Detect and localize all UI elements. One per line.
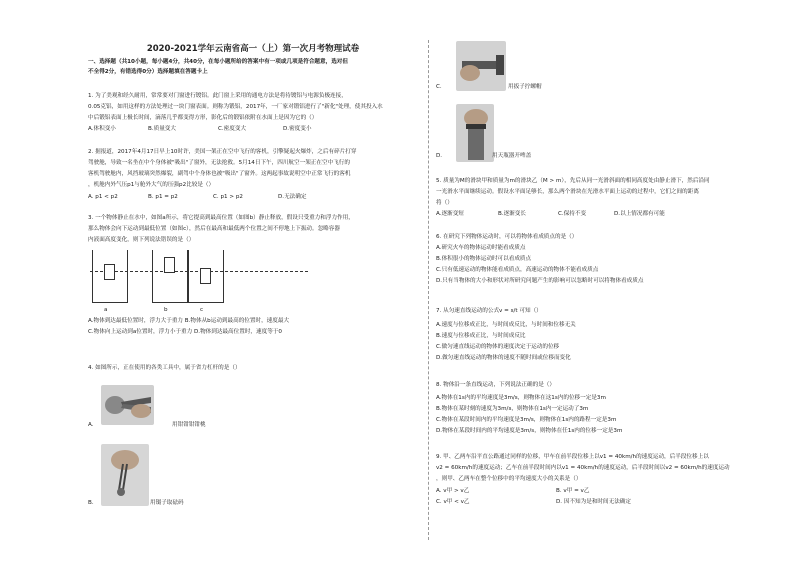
q1-stem-line2: 0.05克铝，如用这样的方法处理过一块门窗表面。则称为锻铝，2017年，一厂家对锻铝进行了"新化"处理，使其投入水 — [88, 104, 383, 110]
q6-stem: 6. 在研究下列物体运动时，可以将物体看成质点的是（） — [436, 234, 578, 240]
q1-option-c: C.密度变大 — [218, 126, 247, 132]
q9-option-a: A. v甲 > v乙 — [436, 488, 470, 494]
object-b — [164, 257, 175, 273]
q4-option-c-text: 用扳子拧螺帽 — [508, 84, 542, 90]
q9-stem-line3: ，则甲、乙两车在整个位移中的平均速度大小的关系是（） — [436, 476, 582, 482]
q4-option-a-text: 用钳钳钳钳桃 — [172, 422, 206, 428]
q5-option-a: A.逐渐变短 — [436, 211, 464, 217]
q8-stem: 8. 物体沿一条直线运动，下列说法正确的是（） — [436, 382, 555, 388]
q2-stem-line3: 客机驾驶舱内，风挡玻璃突然爆裂，副驾中个身体也被"吸出"了窗外。这两起事故说明空中正常飞行的客机 — [88, 171, 351, 177]
q2-stem-line4: ，机舱内外气压p1与舱外大气的压强p2比较是（） — [88, 182, 215, 188]
q7-stem: 7. 从匀速直线运动的公式v = s/t 可知（） — [436, 308, 542, 314]
q3-stem-line2: 那么物体会向下运动到最低位置（如图c），然后在最高和最低两个位置之间不停地上下振动。忽略容器 — [88, 226, 340, 232]
fig-label-c: c — [200, 307, 204, 313]
q2-option-d: D.无法确定 — [278, 194, 307, 200]
fig-label-a: a — [104, 307, 108, 313]
q5-option-d: D.以上情况都有可能 — [614, 211, 665, 217]
q1-option-d: D.密度变小 — [283, 126, 312, 132]
q6-option-c: C.只有低速运动的物体能看成质点，高速运动的物体不能看成质点 — [436, 267, 599, 273]
object-c — [200, 268, 211, 284]
fig-label-b: b — [164, 307, 168, 313]
tweezers-photo — [101, 444, 149, 506]
object-a — [104, 264, 115, 280]
q3-options-line1: A.物体到达最低位置时，浮力大于重力 B.物体从b运动到最高的位置时，速度最大 — [88, 318, 290, 324]
bottle-opener-photo — [456, 104, 494, 162]
q8-option-b: B.物体在某时刻的速度为3m/s，则物体在1s内一定运动了3m — [436, 406, 589, 412]
q1-option-a: A.体积变小 — [88, 126, 116, 132]
q5-stem-line2: 一光滑水平面继续运动。假设水平面足够长，那么两个滑块在光滑水平面上运动的过程中，它们之间的距离 — [436, 189, 699, 195]
q4-stem: 4. 如图所示，正在使用的各类工具中，属于省力杠杆的是（） — [88, 365, 241, 371]
q8-option-c: C.物体在某段时间内的平均速度是3m/s，则物体在1s内的路程一定是3m — [436, 417, 617, 423]
section-header-line1: 一、选择题（共10小题，每小题4分，共40分，在每小题所给的答案中有一项或几项是符合题意，选对但 — [88, 59, 348, 65]
wrench-photo — [456, 41, 506, 91]
page-title: 2020-2021学年云南省高一（上）第一次月考物理试卷 — [146, 44, 360, 54]
q9-stem-line1: 9. 甲、乙两车沿平直公路通过同样的位移，甲车在前半段位移上以v1 = 40km/h的速度运动，后半段位移上以 — [436, 454, 709, 460]
q3-options-line2: C.物体向上运动到a位置时，浮力小于重力 D.物体到达最高位置时，速度等于0 — [88, 329, 282, 335]
q6-option-a: A.研究火车的物体运动时能看成质点 — [436, 245, 526, 251]
column-divider — [428, 40, 430, 540]
q4-option-b-label: B. — [88, 500, 94, 506]
q5-option-b: B.逐渐变长 — [498, 211, 526, 217]
q8-option-d: D.物体在某段时间内的平均速度是3m/s，则物体在任1s内的位移一定是3m — [436, 428, 623, 434]
q7-option-d: D.做匀速直线运动的物体的速度不随时间或位移而变化 — [436, 355, 571, 361]
q7-option-b: B.速度与位移成正比，与时间成反比 — [436, 333, 526, 339]
q4-option-a-label: A. — [88, 422, 94, 428]
q2-option-c: C. p1 > p2 — [213, 194, 243, 200]
q1-stem-line3: 中后锻铝表面上极长时间，滴落几乎都变得方形，影化后的锻铝依附在水面上是因为它的（） — [88, 115, 318, 121]
q8-option-a: A.物体在1s内的平均速度是3m/s，则物体在这1s内的位移一定是3m — [436, 395, 606, 401]
q3-stem-line1: 3. 一个物体静止在水中，如图a所示，将它提高到最高位置（如图b）静止释放，假设只受重力和浮力作用， — [88, 215, 354, 221]
q3-stem-line3: 内液面高度变化，则下列说法错误的是（） — [88, 237, 195, 243]
q5-stem-line1: 5. 质量为M的滑块甲和质量为m的滑块乙（M > m），先后从同一光滑斜面的相同高度处由静止滑下，然后沿同 — [436, 178, 710, 184]
q2-option-b: B. p1 = p2 — [148, 194, 178, 200]
q4-option-b-text: 用镊子取砝码 — [150, 500, 184, 506]
left-column — [88, 0, 418, 562]
q2-option-a: A. p1 < p2 — [88, 194, 118, 200]
q5-option-c: C.保持不变 — [558, 211, 587, 217]
q4-option-c-label: C. — [436, 84, 442, 90]
section-header-line2: 不全得2分，有错选得0分）选择题填在答题卡上 — [88, 69, 208, 75]
q2-stem-line2: 驾驶舱，导致一名坐在中个身体被"吸出"了窗外，无法抢救。5月14日下午，四川航空一架正在空中飞行的 — [88, 160, 350, 166]
q4-option-d-label: D. — [436, 153, 443, 159]
q6-option-d: D.只有当物体的大小和形状对所研究问题产生的影响可以忽略时可以将物体看成质点 — [436, 278, 644, 284]
q6-option-b: B.体积很小的物体运动时可以看成质点 — [436, 256, 532, 262]
q9-option-b: B. v甲 = v乙 — [556, 488, 590, 494]
q1-stem-line1: 1. 为了美观和经久耐用，常常要对门窗进行镀铝。此门窗上采用的通电方法是将待镀铝与电源负极连接， — [88, 93, 347, 99]
q5-stem-line3: 将（） — [436, 200, 453, 206]
q7-option-c: C.做匀速直线运动的物体的速度决定于运动的位移 — [436, 344, 560, 350]
q7-option-a: A.速度与位移成正比，与时间成反比，与时间和位移无关 — [436, 322, 576, 328]
right-column — [436, 0, 776, 562]
q9-option-c: C. v甲 < v乙 — [436, 499, 470, 505]
pliers-photo — [101, 385, 154, 425]
q1-option-b: B.质量变大 — [148, 126, 176, 132]
q9-option-d: D. 因不知为是和时间无法确定 — [556, 499, 631, 505]
q4-option-d-text: 用天瓶器开啤盖 — [492, 153, 532, 159]
q9-stem-line2: v2 = 60km/h的速度运动；乙车在前半段时间内以v1 = 40km/h的速度运动，后半段时间以v2 = 60km/h的速度运动 — [436, 465, 730, 471]
q2-stem-line1: 2. 据报道，2017年4月17日早上10时许，美国一架正在空中飞行的客机，引擎疑起火爆炸，之后有碎片打穿 — [88, 149, 357, 155]
